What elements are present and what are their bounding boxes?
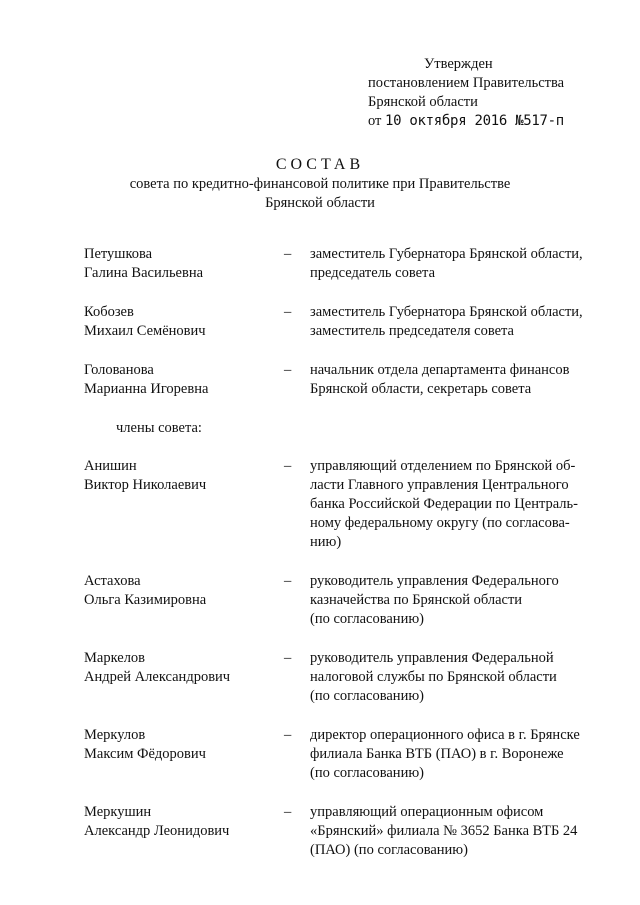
member-name — [84, 303, 284, 341]
approval-date-prefix: от — [368, 113, 386, 129]
member-dash: – — [284, 573, 292, 589]
members-group-label: члены совета: — [116, 420, 202, 436]
member-surname: Анишин — [84, 458, 137, 474]
member-entry — [84, 361, 604, 399]
member-name — [84, 572, 284, 610]
member-entry — [84, 803, 604, 860]
member-given-names: Михаил Семёнович — [84, 323, 206, 339]
member-entry — [84, 245, 604, 283]
title-subtitle-line1: совета по кредитно-финансовой политике при Правительстве — [129, 176, 511, 192]
title-heading: СОСТАВ — [275, 156, 365, 173]
document-title — [0, 155, 640, 213]
member-given-names: Марианна Игоревна — [84, 381, 209, 397]
member-given-names: Галина Васильевна — [84, 265, 204, 281]
member-entry — [84, 726, 604, 783]
member-name — [84, 803, 284, 841]
approval-block — [368, 55, 628, 131]
member-dash: – — [284, 650, 292, 666]
member-surname: Меркулов — [84, 727, 146, 743]
member-dash: – — [284, 458, 292, 474]
member-name — [84, 457, 284, 495]
title-subtitle-line2: Брянской области — [265, 195, 375, 211]
approval-date-line — [368, 112, 628, 131]
member-surname: Меркушин — [84, 804, 152, 820]
member-entry — [84, 649, 604, 706]
member-given-names: Виктор Николаевич — [84, 477, 207, 493]
approval-document-type: постановлением Правительства — [368, 75, 565, 91]
member-role: заместитель Губернатора Брянской области, заместитель председателя совета — [310, 304, 583, 339]
member-role: руководитель управления Федеральной налоговой службы по Брянской области (по согласованию) — [310, 650, 557, 704]
member-given-names: Александр Леонидович — [84, 823, 230, 839]
member-dash: – — [284, 304, 292, 320]
council-composition-list — [84, 245, 604, 860]
member-name — [84, 649, 284, 687]
member-surname: Голованова — [84, 362, 154, 378]
member-surname: Кобозев — [84, 304, 134, 320]
member-role: руководитель управления Федерального казначейства по Брянской области (по согласованию) — [310, 573, 559, 627]
member-name — [84, 245, 284, 283]
member-role: заместитель Губернатора Брянской области, председатель совета — [310, 246, 583, 281]
member-entry — [84, 457, 604, 552]
member-role: директор операционного офиса в г. Брянске филиала Банка ВТБ (ПАО) в г. Воронеже (по согласованию) — [310, 727, 580, 781]
member-dash: – — [284, 727, 292, 743]
member-surname: Петушкова — [84, 246, 153, 262]
approval-date-number: 10 октября 2016 №517-п — [385, 113, 564, 129]
member-role: управляющий операционным офисом «Брянский» филиала № 3652 Банка ВТБ 24 (ПАО) (по согласованию) — [310, 804, 578, 858]
member-entry — [84, 572, 604, 629]
member-surname: Маркелов — [84, 650, 146, 666]
member-given-names: Андрей Александрович — [84, 669, 231, 685]
member-entry — [84, 303, 604, 341]
member-given-names: Максим Фёдорович — [84, 746, 206, 762]
member-given-names: Ольга Казимировна — [84, 592, 207, 608]
member-name — [84, 726, 284, 764]
member-dash: – — [284, 246, 292, 262]
member-role: управляющий отделением по Брянской об- ласти Главного управления Центрального банка Российской Федерации по Централь- ному федеральному округу (по согласова- нию) — [310, 458, 578, 550]
approval-status: Утвержден — [424, 56, 493, 72]
member-dash: – — [284, 804, 292, 820]
member-dash: – — [284, 362, 292, 378]
member-name — [84, 361, 284, 399]
member-role: начальник отдела департамента финансов Брянской области, секретарь совета — [310, 362, 570, 397]
approval-authority: Брянской области — [368, 94, 478, 110]
member-surname: Астахова — [84, 573, 141, 589]
